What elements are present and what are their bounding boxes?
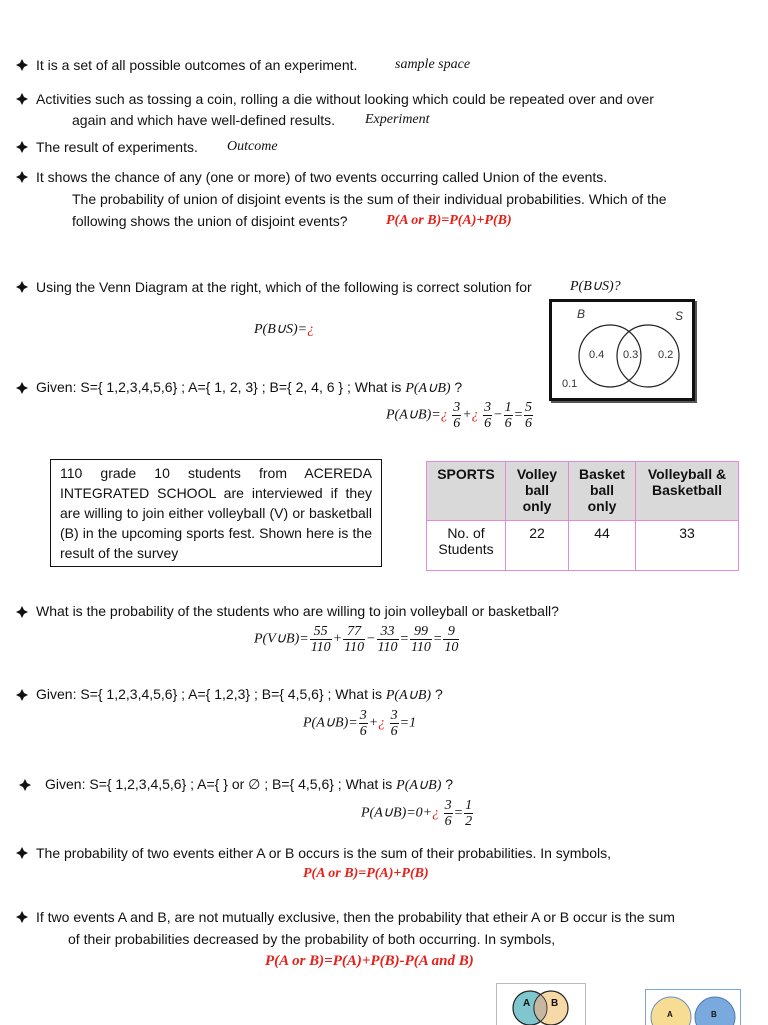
work-expression: P(V∪B)= $\frac{55}{110}$ + $\frac{77}{110}$ − $\frac{33}{110}$ = $\frac{99}{110}$ = $\frac{9}{10}$: [254, 624, 459, 655]
diamond-bullet-icon: [16, 281, 28, 293]
table-row-label: No. of Students: [427, 521, 506, 571]
item-text-line1: Activities such as tossing a coin, rolling a die without looking which could be repeated over and over: [36, 91, 654, 107]
table-header-cell: Volley ball only: [506, 462, 569, 521]
diamond-bullet-icon: [16, 606, 28, 618]
diamond-bullet-icon: [16, 171, 28, 183]
venn-circles: [646, 990, 740, 1025]
venn-both: 0.3: [623, 349, 639, 361]
item-text: Using the Venn Diagram at the right, which of the following is correct solution for: [36, 279, 532, 295]
diamond-bullet-icon: [16, 59, 28, 71]
item-text-line2: again and which have well-defined results.: [72, 112, 336, 128]
venn-label-s: S: [675, 309, 684, 323]
venn-only-b: 0.4: [589, 349, 605, 361]
mini-venn-disjoint: [645, 989, 741, 1025]
venn-only-s: 0.2: [658, 349, 674, 361]
item-text: Given: S={ 1,2,3,4,5,6} ; A={ 1,2,3} ; B={ 4,5,6} ; What is P(A∪B) ?: [36, 686, 443, 703]
item-text-line1: It shows the chance of any (one or more) of two events occurring called Union of the events.: [36, 169, 608, 185]
item-answer: P(A or B)=P(A)+P(B)-P(A and B): [265, 953, 474, 969]
item-answer: Outcome: [227, 139, 278, 154]
item-text: What is the probability of the students who are willing to join volleyball or basketball?: [36, 603, 559, 619]
diamond-bullet-icon: [19, 779, 31, 791]
item-text-line2: The probability of union of disjoint events is the sum of their individual probabilities. Which of the: [72, 191, 667, 207]
venn-label-b: B: [551, 998, 559, 1009]
venn-label-b: B: [577, 307, 586, 321]
diamond-bullet-icon: [16, 382, 28, 394]
diamond-bullet-icon: [16, 93, 28, 105]
table-cell: 44: [569, 521, 636, 571]
item-text: The probability of two events either A or B occurs is the sum of their probabilities. In symbols,: [36, 845, 612, 861]
venn-diagram: [549, 299, 695, 401]
sports-table: [426, 461, 739, 571]
table-header-cell: Volleyball & Basketball: [636, 462, 739, 521]
mini-venn-intersecting: [496, 983, 586, 1025]
table-row: [427, 521, 739, 571]
diamond-bullet-icon: [16, 141, 28, 153]
venn-label-a: A: [667, 1010, 673, 1019]
table-header-cell: Basket ball only: [569, 462, 636, 521]
item-text: Given: S={ 1,2,3,4,5,6} ; A={ } or ∅ ; B={ 4,5,6} ; What is P(A∪B) ?: [45, 776, 454, 793]
item-text: The result of experiments.: [36, 139, 198, 155]
table-header-row: [427, 462, 739, 521]
work-expression: P(A∪B)=0+¿ $\frac{3}{6}$ = $\frac{1}{2}$: [361, 798, 473, 829]
diamond-bullet-icon: [16, 911, 28, 923]
item-expression: P(B∪S)?: [570, 279, 621, 294]
item-answer: P(A or B)=P(A)+P(B): [386, 213, 512, 228]
venn-label-b: B: [711, 1010, 717, 1019]
survey-text: 110 grade 10 students from ACEREDA INTEGRATED SCHOOL are interviewed if they are willing to join either volleyball (V) or basketball (B) in the upcoming sports fest. Shown here is the result of the survey: [60, 465, 372, 561]
survey-box: [50, 459, 382, 567]
work-expression: P(A∪B)=¿ $\frac{3}{6}$ +¿ $\frac{3}{6}$ − $\frac{1}{6}$ = $\frac{5}{6}$: [386, 400, 533, 431]
item-answer: sample space: [395, 57, 471, 72]
work-expression: P(A∪B)= $\frac{3}{6}$ +¿ $\frac{3}{6}$ =1: [303, 708, 417, 739]
diamond-bullet-icon: [16, 689, 28, 701]
item-text-line2: of their probabilities decreased by the probability of both occurring. In symbols,: [68, 931, 556, 947]
venn-outside: 0.1: [562, 378, 578, 390]
venn-label-a: A: [523, 998, 531, 1009]
venn-circles: [497, 984, 585, 1025]
item-text: It is a set of all possible outcomes of an experiment.: [36, 57, 358, 73]
item-text-line1: If two events A and B, are not mutually exclusive, then the probability that etheir A or B occur is the sum: [36, 909, 675, 925]
item-text: Given: S={ 1,2,3,4,5,6} ; A={ 1, 2, 3} ; B={ 2, 4, 6 } ; What is P(A∪B) ?: [36, 379, 463, 396]
table-header-cell: SPORTS: [427, 462, 506, 521]
table-cell: 33: [636, 521, 739, 571]
work-expression: P(B∪S)=¿: [254, 322, 315, 337]
item-answer: Experiment: [365, 112, 430, 127]
item-answer: P(A or B)=P(A)+P(B): [303, 866, 429, 881]
item-text-line3: following shows the union of disjoint events?: [72, 213, 348, 229]
table-cell: 22: [506, 521, 569, 571]
diamond-bullet-icon: [16, 847, 28, 859]
